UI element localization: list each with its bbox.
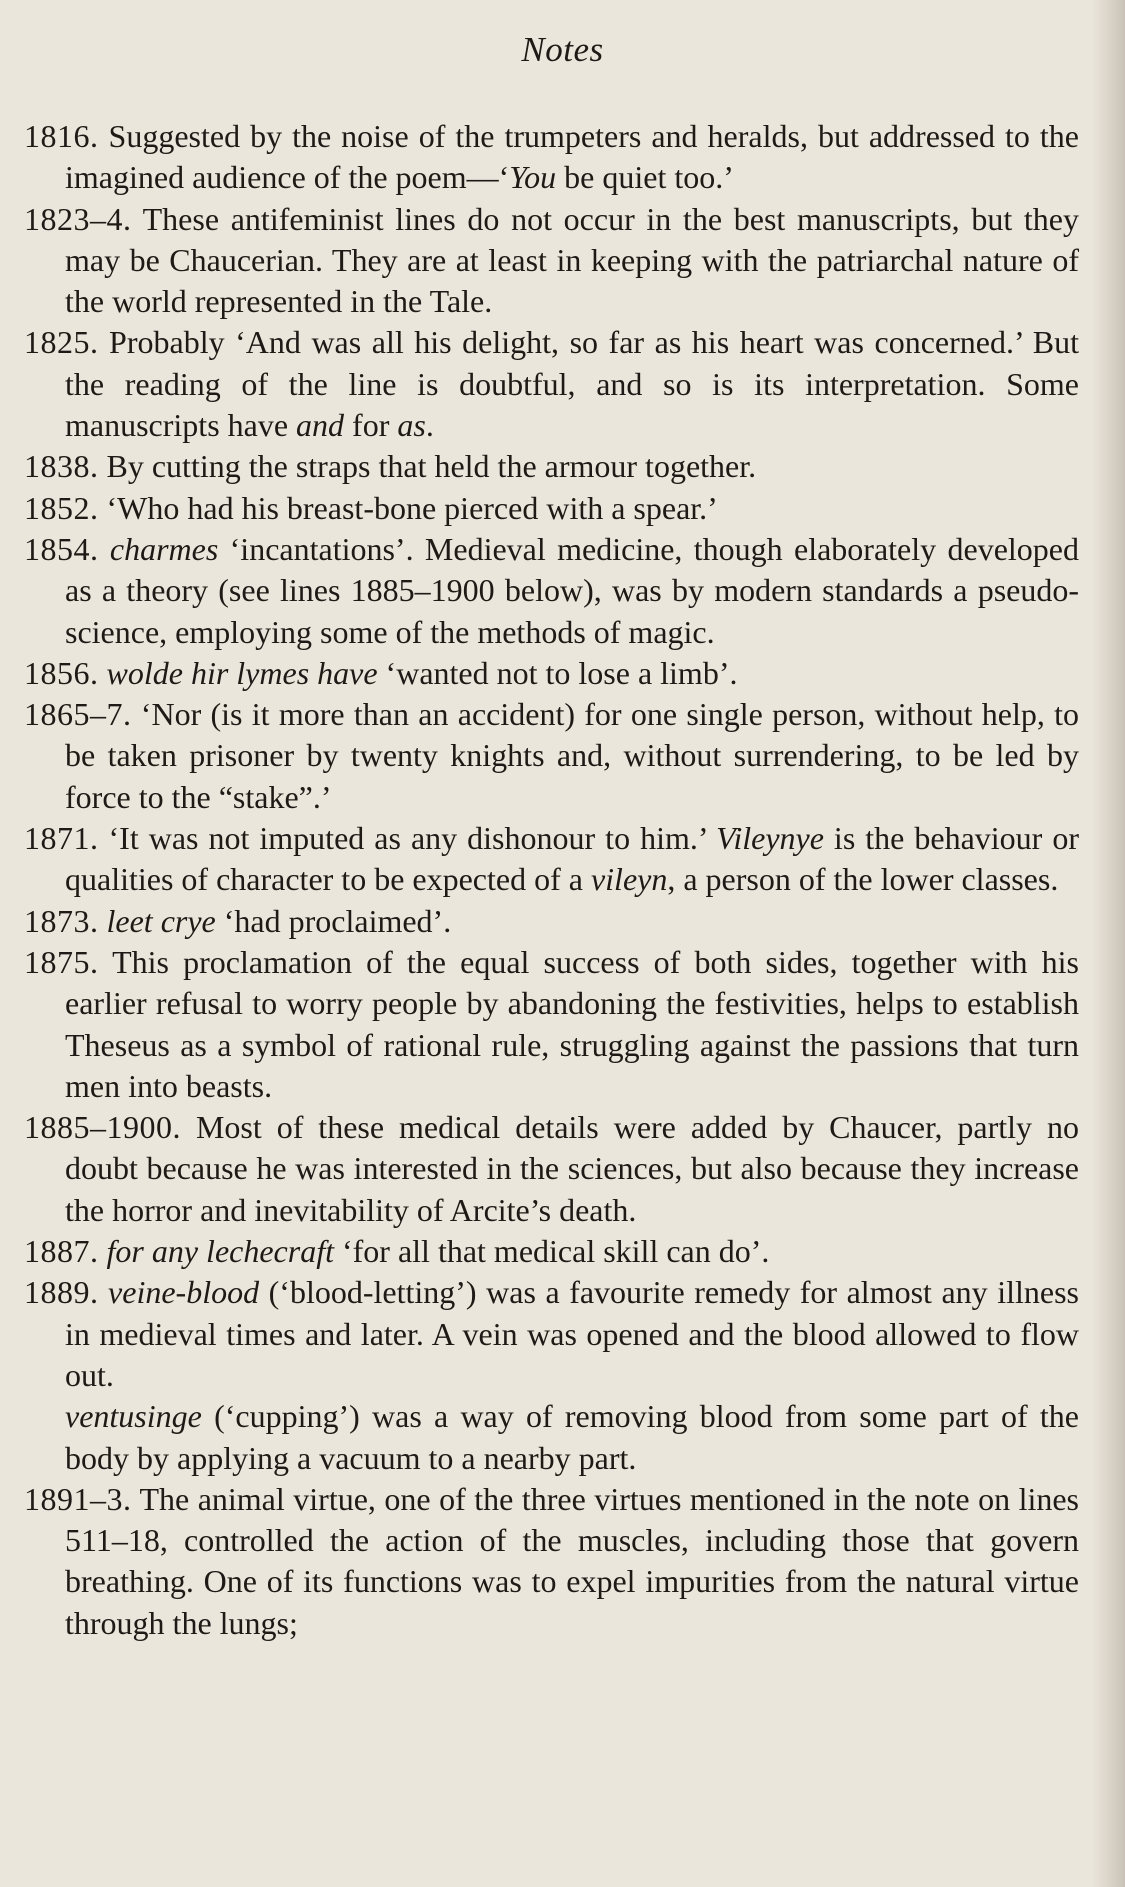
note-1854 <box>24 529 1079 653</box>
note-text: ‘wanted not to lose a limb’. <box>385 654 738 691</box>
note-text: Suggested by the noise of the trumpeters and heralds, but addressed to the imagined audience of the poem—‘ <box>65 118 1080 196</box>
note-number: 1891–3. <box>24 1480 132 1517</box>
note-1891-3 <box>24 1479 1079 1644</box>
note-term: leet crye <box>106 902 216 939</box>
note-text: . <box>425 407 434 444</box>
note-text: The animal virtue, one of the three virtues mentioned in the note on lines 511–18, controlled the action of the muscles, including those that govern breathing. One of its functions was to expel impurities from the natural virtue through the lungs; <box>65 1480 1080 1641</box>
note-term: ventusinge <box>65 1398 202 1435</box>
note-number: 1865–7. <box>24 696 132 733</box>
notes-list <box>24 116 1079 1644</box>
note-number: 1875. <box>24 943 99 980</box>
note-text: ‘Who had his breast-bone pierced with a spear.’ <box>106 489 718 526</box>
note-text: ‘Nor (is it more than an accident) for one single person, without help, to be taken prisoner by twenty knights and, without surrendering, to be led by force to the “stake”.’ <box>65 696 1080 815</box>
note-text: (‘blood-letting’) was a favourite remedy for almost any illness in medieval times and later. A vein was opened and the blood allowed to flow out. <box>65 1274 1079 1393</box>
note-italic: and <box>296 407 345 444</box>
note-number: 1871. <box>24 820 99 857</box>
note-text: for <box>344 407 398 444</box>
note-italic: as <box>397 407 426 444</box>
note-text: ‘had proclaimed’. <box>223 902 452 939</box>
note-number: 1838. <box>24 448 99 485</box>
note-text: , a person of the lower classes. <box>667 861 1059 898</box>
note-1887 <box>24 1231 1079 1272</box>
note-text: be quiet too.’ <box>556 159 734 196</box>
note-text: This proclamation of the equal success of both sides, together with his earlier refusal to worry people by abandoning the festivities, helps to establish Theseus as a symbol of rational rule, struggling against the passions that turn men into beasts. <box>65 943 1080 1104</box>
note-number: 1873. <box>24 902 99 939</box>
note-italic: vileyn <box>590 861 668 898</box>
note-text: ‘incantations’. Medieval medicine, though elaborately developed as a theory (see lines 1885–1900 below), was by modern standards a pseudo-science, employing some of the methods of magic. <box>65 530 1080 650</box>
note-1871 <box>24 818 1079 901</box>
note-text: Most of these medical details were added by Chaucer, partly no doubt because he was interested in the sciences, but also because they increase the horror and inevitability of Arcite’s death. <box>65 1109 1080 1228</box>
note-italic: You <box>509 159 557 196</box>
note-number: 1825. <box>24 324 99 361</box>
note-number: 1854. <box>24 530 99 567</box>
note-1856 <box>24 653 1079 694</box>
note-number: 1852. <box>24 489 99 526</box>
note-term: veine-blood <box>108 1274 260 1311</box>
page-header: Notes <box>521 30 604 69</box>
note-1852 <box>24 488 1079 529</box>
note-term: for any lechecraft <box>106 1233 334 1270</box>
note-1865-7 <box>24 694 1079 818</box>
note-1875 <box>24 942 1079 1107</box>
note-italic: Vileynye <box>716 820 824 857</box>
note-1885-1900 <box>24 1107 1079 1231</box>
note-text: ‘It was not imputed as any dishonour to him.’ <box>108 820 717 857</box>
note-number: 1889. <box>24 1274 99 1311</box>
note-text: By cutting the straps that held the armour together. <box>106 448 757 485</box>
note-term: wolde hir lymes have <box>106 654 378 691</box>
note-term: charmes <box>109 530 219 567</box>
note-1823-4 <box>24 199 1079 323</box>
note-text: ‘for all that medical skill can do’. <box>341 1233 770 1270</box>
note-number: 1885–1900. <box>24 1109 181 1146</box>
note-1816 <box>24 116 1079 199</box>
note-number: 1856. <box>24 654 99 691</box>
note-1889-continuation <box>24 1396 1079 1479</box>
note-number: 1823–4. <box>24 200 132 237</box>
note-1825 <box>24 322 1079 446</box>
note-text: Probably ‘And was all his delight, so far as his heart was concerned.’ But the reading of the line is doubtful, and so is its interpretation. Some manuscripts have <box>65 324 1080 444</box>
note-1889 <box>24 1272 1079 1396</box>
note-text: (‘cupping’) was a way of removing blood from some part of the body by applying a vacuum to a nearby part. <box>65 1398 1080 1476</box>
note-1873 <box>24 901 1079 942</box>
note-number: 1887. <box>24 1233 99 1270</box>
note-text: These antifeminist lines do not occur in the best manuscripts, but they may be Chaucerian. They are at least in keeping with the patriarchal nature of the world represented in the Tale. <box>65 200 1080 320</box>
note-number: 1816. <box>24 118 99 154</box>
page-edge <box>1091 0 1125 1887</box>
note-text: is the behaviour or qualities of character to be expected of a <box>65 820 1080 898</box>
note-1838 <box>24 446 1079 487</box>
